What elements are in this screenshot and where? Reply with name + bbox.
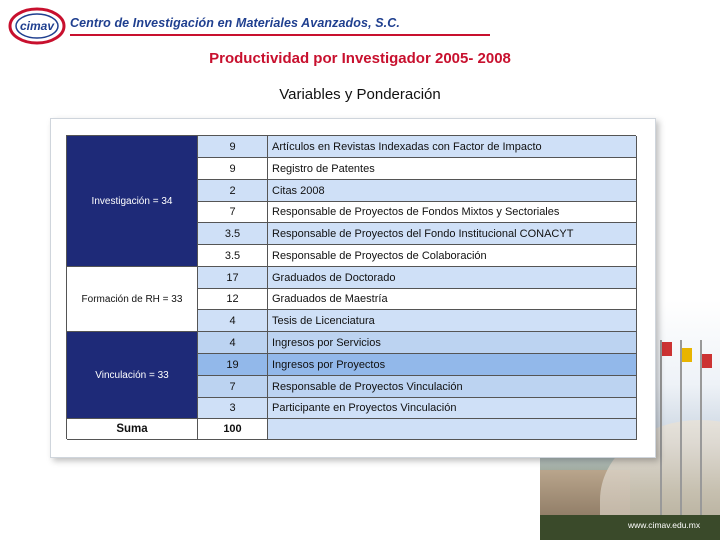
variable-cell: Ingresos por Servicios [268,332,637,354]
cimav-logo-icon [8,6,66,46]
variable-cell: Responsable de Proyectos Vinculación [268,376,637,398]
variable-cell: Ingresos por Proyectos [268,354,637,376]
variable-cell: Responsable de Proyectos del Fondo Institucional CONACYT [268,223,637,245]
variable-cell: Citas 2008 [268,180,637,202]
page-title: Productividad por Investigador 2005- 2008 [209,50,511,67]
category-suma: Suma [67,419,198,440]
weight-cell: 7 [198,202,268,223]
weights-table [66,135,636,439]
weight-cell: 3.5 [198,245,268,267]
footer-url: www.cimav.edu.mx [628,520,701,530]
logo-text: cimav [19,19,55,33]
weight-cell: 9 [198,136,268,158]
weight-cell: 7 [198,376,268,398]
variable-cell: Registro de Patentes [268,158,637,180]
variable-cell: Tesis de Licenciatura [268,310,637,332]
category-formacion: Formación de RH = 33 [67,267,198,332]
weight-cell: 9 [198,158,268,180]
flag [682,348,692,362]
weight-cell: 12 [198,289,268,310]
category-vinculacion: Vinculación = 33 [67,332,198,419]
weight-cell: 4 [198,332,268,354]
flagpole [660,340,662,540]
flag [662,342,672,356]
flag [702,354,712,368]
organization-name: Centro de Investigación en Materiales Avanzados, S.C. [70,16,400,30]
category-investigacion: Investigación = 34 [67,136,198,267]
weight-cell: 2 [198,180,268,202]
variable-cell: Artículos en Revistas Indexadas con Factor de Impacto [268,136,637,158]
variable-cell: Responsable de Proyectos de Colaboración [268,245,637,267]
variable-cell: Graduados de Maestría [268,289,637,310]
page-subtitle: Variables y Ponderación [279,86,441,103]
header-divider [70,34,490,36]
variable-cell: Graduados de Doctorado [268,267,637,289]
total-weight-cell: 100 [198,419,268,440]
flagpole [680,340,682,540]
weight-cell: 3 [198,398,268,419]
variable-cell: Participante en Proyectos Vinculación [268,398,637,419]
flagpole [700,340,702,540]
total-empty-cell [268,419,637,440]
weight-cell: 19 [198,354,268,376]
weight-cell: 4 [198,310,268,332]
variable-cell: Responsable de Proyectos de Fondos Mixtos y Sectoriales [268,202,637,223]
weight-cell: 17 [198,267,268,289]
weight-cell: 3.5 [198,223,268,245]
